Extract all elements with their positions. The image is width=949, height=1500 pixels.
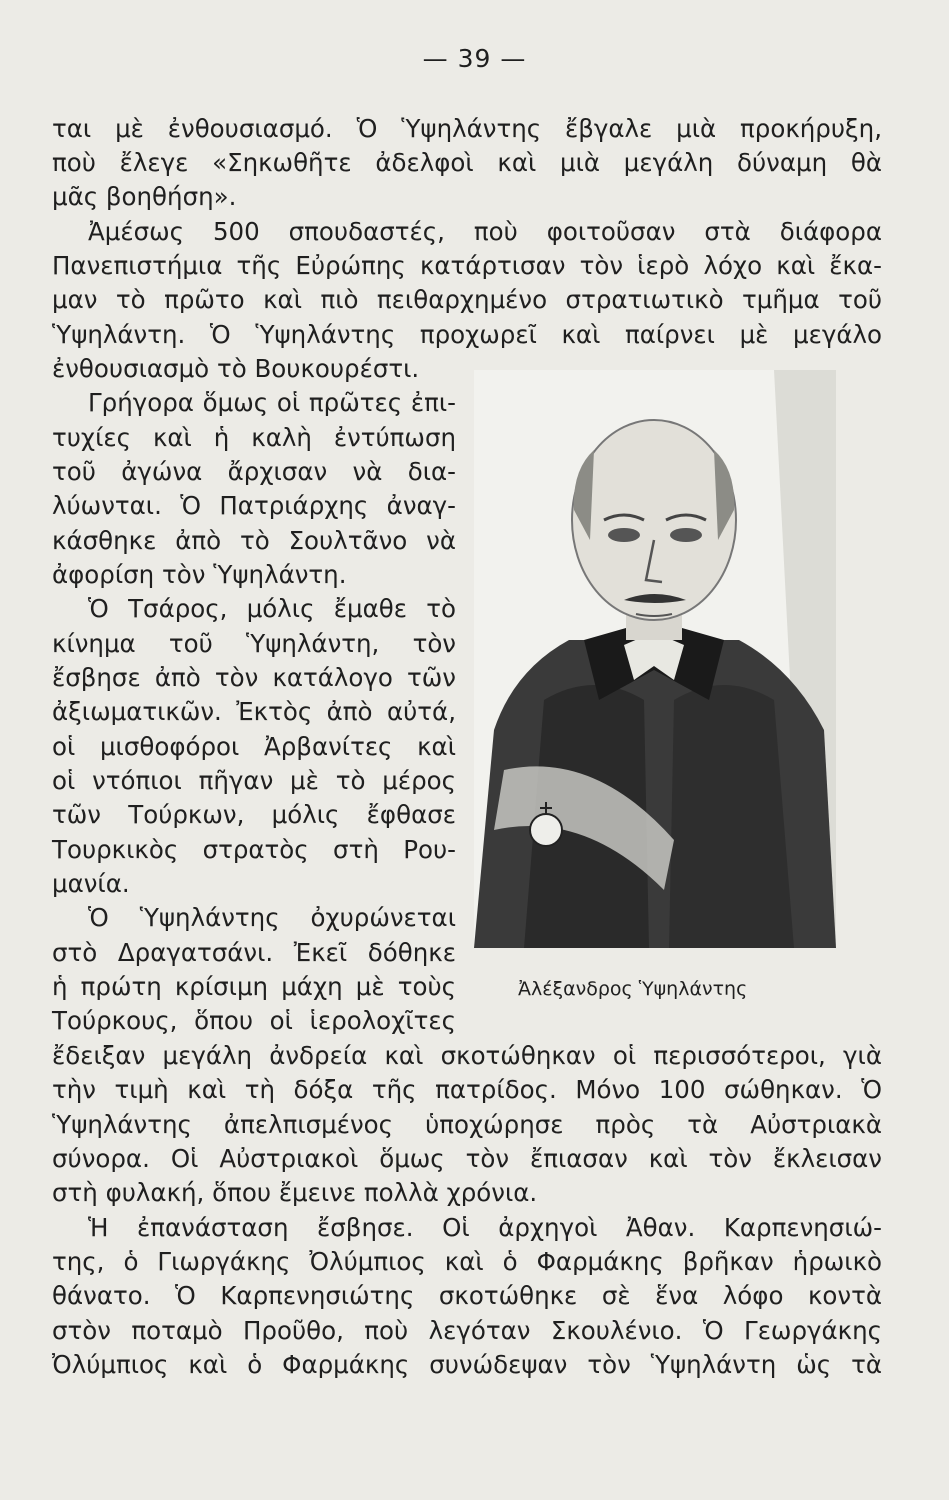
text-line: ποὺ ἔλεγε «Σηκωθῆτε ἀδελφοὶ καὶ μιὰ μεγάλη δύναμη θὰ [52,148,882,177]
text-line: κίνημα τοῦ Ὑψηλάντη, τὸν [52,629,456,658]
text-line: τοῦ ἀγώνα ἄρχισαν νὰ δια- [52,457,456,486]
text-line: ἀξιωματικῶν. Ἐκτὸς ἀπὸ αὐτά, [52,697,456,726]
text-line: ἡ πρώτη κρίσιμη μάχη μὲ τοὺς [52,972,456,1001]
text-line: οἱ ντόπιοι πῆγαν μὲ τὸ μέρος [52,766,456,795]
text-line: Ὑψηλάντης ἀπελπισμένος ὑποχώρησε πρὸς τὰ Αὐστριακὰ [52,1110,882,1139]
text-line: Ἡ ἐπανάσταση ἔσβησε. Οἱ ἀρχηγοὶ Ἀθαν. Καρπενησιώ- [88,1213,882,1242]
figure-caption: Ἀλέξανδρος Ὑψηλάντης [518,978,748,1000]
text-line: κάσθηκε ἀπὸ τὸ Σουλτᾶνο νὰ [52,526,456,555]
text-line: Ὀλύμπιος καὶ ὁ Φαρμάκης συνώδεψαν τὸν Ὑψηλάντη ὡς τὰ [52,1350,882,1379]
text-line: Ὁ Ὑψηλάντης ὀχυρώνεται [88,903,456,932]
text-line: τῶν Τούρκων, μόλις ἔφθασε [52,800,456,829]
text-line: μανία. [52,869,130,898]
text-line: Τούρκους, ὅπου οἱ ἱερολοχῖτες [52,1006,456,1035]
text-line: θάνατο. Ὁ Καρπενησιώτης σκοτώθηκε σὲ ἕνα λόφο κοντὰ [52,1281,882,1310]
text-line: μᾶς βοηθήση». [52,182,237,211]
text-line: σύνορα. Οἱ Αὐστριακοὶ ὅμως τὸν ἔπιασαν καὶ τὸν ἔκλεισαν [52,1144,882,1173]
text-line: ἔσβησε ἀπὸ τὸν κατάλογο τῶν [52,663,456,692]
text-line: τυχίες καὶ ἡ καλὴ ἐντύπωση [52,423,456,452]
text-line: ἐνθουσιασμὸ τὸ Βουκουρέστι. [52,354,420,383]
text-line: Ἀμέσως 500 σπουδαστές, ποὺ φοιτοῦσαν στὰ διάφορα [88,217,882,246]
text-line: στὴ φυλακή, ὅπου ἔμεινε πολλὰ χρόνια. [52,1178,538,1207]
text-line: ἀφορίση τὸν Ὑψηλάντη. [52,560,347,589]
text-line: ἔδειξαν μεγάλη ἀνδρεία καὶ σκοτώθηκαν οἱ περισσότεροι, γιὰ [52,1041,882,1070]
text-line: Τουρκικὸς στρατὸς στὴ Ρου- [52,835,456,864]
text-line: Γρήγορα ὅμως οἱ πρῶτες ἐπι- [88,388,456,417]
text-line: μαν τὸ πρῶτο καὶ πιὸ πειθαρχημένο στρατιωτικὸ τμῆμα τοῦ [52,285,882,314]
text-line: στὸν ποταμὸ Προῦθο, ποὺ λεγόταν Σκουλένιο. Ὁ Γεωργάκης [52,1316,882,1345]
text-line: Ὑψηλάντη. Ὁ Ὑψηλάντης προχωρεῖ καὶ παίρνει μὲ μεγάλο [52,320,882,349]
text-line: λύωνται. Ὁ Πατριάρχης ἀναγ- [52,491,456,520]
text-line: οἱ μισθοφόροι Ἀρβανίτες καὶ [52,732,456,761]
text-line: ται μὲ ἐνθουσιασμό. Ὁ Ὑψηλάντης ἔβγαλε μιὰ προκήρυξη, [52,114,882,143]
text-line: Πανεπιστήμια τῆς Εὐρώπης κατάρτισαν τὸν ἱερὸ λόχο καὶ ἔκα- [52,251,882,280]
text-line: στὸ Δραγατσάνι. Ἐκεῖ δόθηκε [52,938,456,967]
portrait-figure [474,370,836,948]
portrait-illustration [474,370,836,948]
text-line: τὴν τιμὴ καὶ τὴ δόξα τῆς πατρίδος. Μόνο 100 σώθηκαν. Ὁ [52,1075,882,1104]
text-line: της, ὁ Γιωργάκης Ὀλύμπιος καὶ ὁ Φαρμάκης βρῆκαν ἡρωικὸ [52,1247,882,1276]
page-number: — 39 — [422,44,527,73]
text-line: Ὁ Τσάρος, μόλις ἔμαθε τὸ [88,594,456,623]
